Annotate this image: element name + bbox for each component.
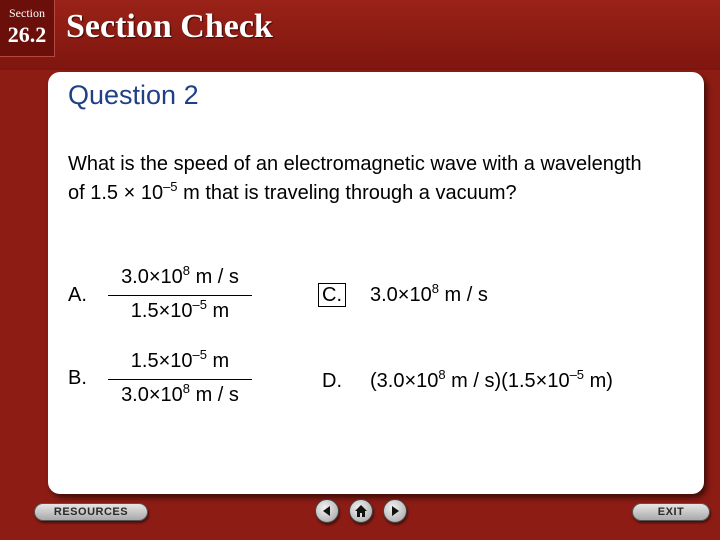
option-a-denominator: $1.5\times 10^{-5}$ m <box>130 297 230 322</box>
back-button[interactable] <box>315 499 339 523</box>
page-title: Section Check <box>66 8 273 45</box>
back-arrow-icon <box>319 503 335 519</box>
option-a-fraction-bar <box>108 295 252 296</box>
section-label: Section <box>9 6 45 20</box>
option-d-expression[interactable]: ($3.0\times 10^8$ $m / s)(1.5\times 10^{-5}$ m) <box>370 367 613 392</box>
option-a-letter[interactable]: A. <box>68 284 87 306</box>
footer-bar <box>0 494 720 540</box>
option-c-expression[interactable]: $3.0\times 10^8$ m / s <box>370 281 488 306</box>
option-b-letter[interactable]: B. <box>68 367 87 389</box>
option-d-letter[interactable]: D. <box>322 370 342 392</box>
option-c-letter[interactable] <box>322 284 346 307</box>
question-text-exponent: –5 <box>163 179 178 194</box>
home-button[interactable] <box>349 499 373 523</box>
option-b-denominator: $3.0\times 10^8$ m / s <box>121 381 239 406</box>
question-title: Question 2 <box>68 80 199 110</box>
section-badge <box>0 0 55 57</box>
resources-button[interactable]: RESOURCES <box>34 503 148 521</box>
option-b-numerator: $1.5\times 10^{-5}$ m <box>130 347 230 372</box>
question-text-before: What is the speed of an electromagnetic wave with a wavelength of 1.5 × 10 <box>68 153 642 204</box>
question-text <box>68 150 658 208</box>
option-b-fraction-bar <box>108 379 252 380</box>
question-text-after: m that is traveling through a vacuum? <box>177 182 517 204</box>
option-c-highlight-box: C. <box>318 283 346 307</box>
home-icon <box>353 503 369 519</box>
forward-button[interactable] <box>383 499 407 523</box>
section-number: 26.2 <box>7 22 47 47</box>
option-a-numerator: $3.0\times 10^8$ m / s <box>121 263 239 288</box>
exit-button[interactable]: EXIT <box>632 503 710 521</box>
forward-arrow-icon <box>387 503 403 519</box>
